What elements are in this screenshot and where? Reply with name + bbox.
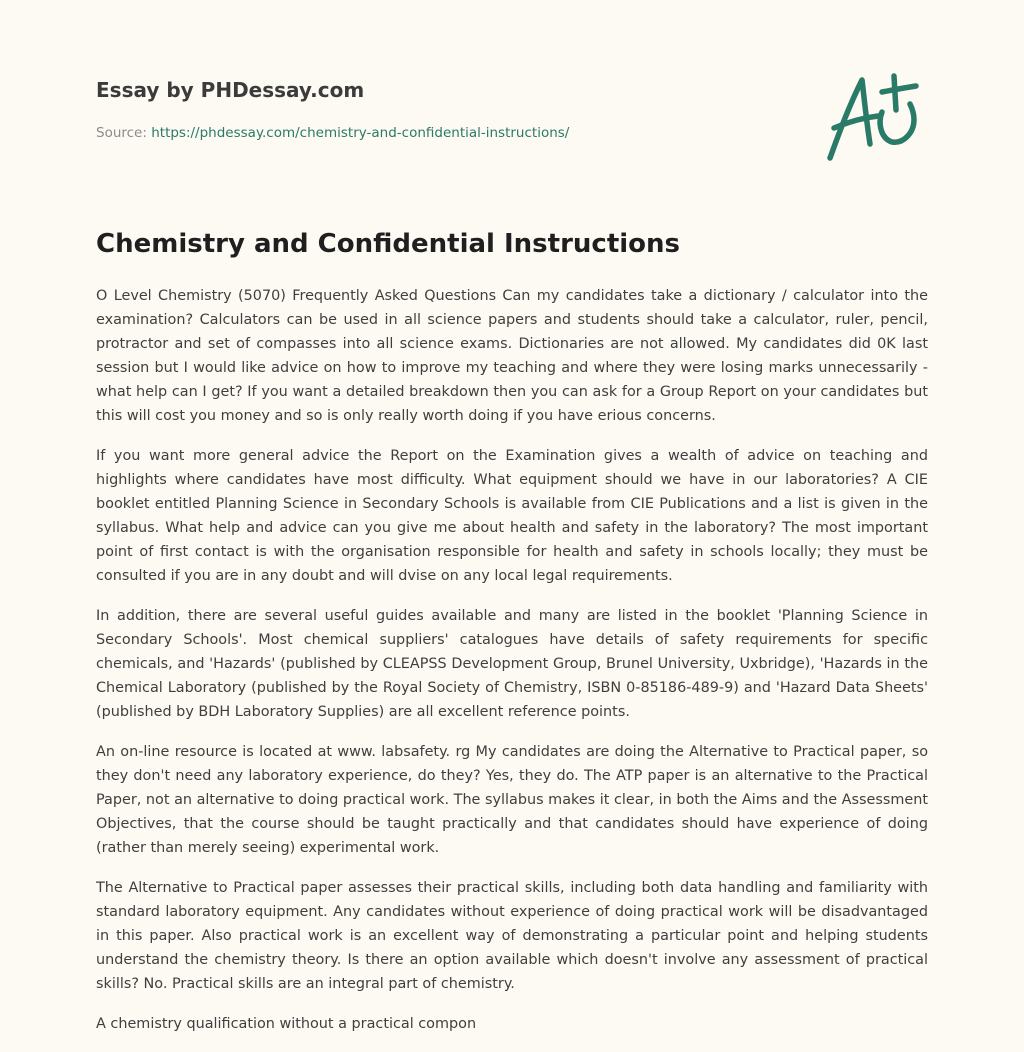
essay-paragraph: A chemistry qualification without a practical compon [96,1016,477,1032]
a-plus-grade-icon [820,66,930,166]
source-link[interactable]: https://phdessay.com/chemistry-and-confidential-instructions/ [151,125,570,141]
essay-paragraph: O Level Chemistry (5070) Frequently Asked Questions Can my candidates take a dictionary / calculator into the examination? Calculators can be used in all science papers and students should take a calculator, ruler, pencil, protractor and set of compasses into all science exams. Dictionaries are not allowed. My candidates did 0K last session but I would like advice on how to improve my teaching and where they were losing marks unnecessarily - what help can I get? If you want a detailed breakdown then you can ask for a Group Report on your candidates but this will cost you money and so is only really worth doing if you have erious concerns. [96,288,928,424]
brand-title: Essay by PHDessay.com [96,78,365,102]
essay-paragraph: In addition, there are several useful guides available and many are listed in the booklet 'Planning Science in Secondary Schools'. Most chemical suppliers' catalogues have details of safety requirements for specific chemicals, and 'Hazards' (published by CLEAPSS Development Group, Brunel University, Uxbridge), 'Hazards in the Chemical Laboratory (published by the Royal Society of Chemistry, ISBN 0-85186-489-9) and 'Hazard Data Sheets' (published by BDH Laboratory Supplies) are all excellent reference points. [96,608,928,720]
essay-paragraph: If you want more general advice the Report on the Examination gives a wealth of advice on teaching and highlights where candidates have most difficulty. What equipment should we have in our laboratories? A CIE booklet entitled Planning Science in Secondary Schools is available from CIE Publications and a list is given in the syllabus. What help and advice can you give me about health and safety in the laboratory? The most important point of first contact is with the organisation responsible for health and safety in schools locally; they must be consulted if you are in any doubt and will dvise on any local legal requirements. [96,448,928,584]
essay-paragraph: An on-line resource is located at www. labsafety. rg My candidates are doing the Alternative to Practical paper, so they don't need any laboratory experience, do they? Yes, they do. The ATP paper is an alternative to the Practical Paper, not an alternative to doing practical work. The syllabus makes it clear, in both the Aims and the Assessment Objectives, that the course should be taught practically and that candidates should have experience of doing (rather than merely seeing) experimental work. [96,744,928,856]
essay-title: Chemistry and Confidential Instructions [96,229,681,259]
source-label: Source: [96,125,152,141]
page-header [96,76,696,142]
essay-body [96,284,928,1052]
essay-paragraph: The Alternative to Practical paper assesses their practical skills, including both data handling and familiarity with standard laboratory equipment. Any candidates without experience of doing practical work will be disadvantaged in this paper. Also practical work is an excellent way of demonstrating a particular point and helping students understand the chemistry theory. Is there an option available which doesn't involve any assessment of practical skills? No. Practical skills are an integral part of chemistry. [96,880,928,992]
source-line [96,124,696,142]
